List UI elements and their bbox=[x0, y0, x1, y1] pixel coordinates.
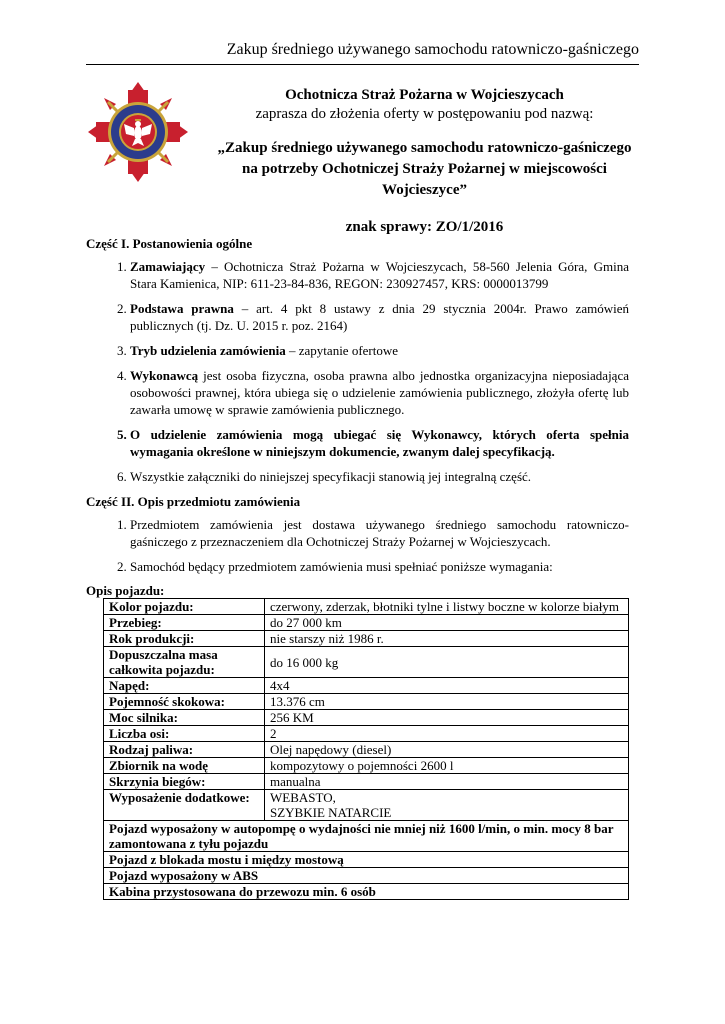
term: Wykonawcą bbox=[130, 368, 199, 383]
spec-label: Rok produkcji: bbox=[104, 631, 265, 647]
spec-label: Pojemność skokowa: bbox=[104, 694, 265, 710]
spec-label: Napęd: bbox=[104, 678, 265, 694]
spec-value: kompozytowy o pojemności 2600 l bbox=[265, 758, 629, 774]
table-row bbox=[104, 694, 629, 710]
list-item bbox=[130, 367, 629, 418]
list-item bbox=[130, 342, 629, 359]
spec-label: Dopuszczalna masa całkowita pojazdu: bbox=[104, 647, 265, 678]
term-description: jest osoba fizyczna, osoba prawna albo jednostka organizacyjna nieposiadająca osobowości prawnej, która ubiega się o udzielenie zamówienia publicznego, złożyła ofertę lub zawarła umowę w sprawie zamówienia publicznego. bbox=[130, 368, 629, 417]
list-item: 2. Samochód będący przedmiotem zamówienia musi spełniać poniższe wymagania: bbox=[130, 558, 629, 575]
spec-value: 4x4 bbox=[265, 678, 629, 694]
table-row bbox=[104, 647, 629, 678]
term-description: – art. 4 pkt 8 ustawy z dnia 29 stycznia 2004r. Prawo zamówień publicznych (tj. Dz. U. 2015 r. poz. 2164) bbox=[130, 301, 629, 333]
spec-value: manualna bbox=[265, 774, 629, 790]
term-description: – zapytanie ofertowe bbox=[285, 343, 399, 358]
table-row bbox=[104, 726, 629, 742]
table-row bbox=[104, 868, 629, 884]
term: Podstawa prawna bbox=[130, 301, 234, 316]
spec-label: Rodzaj paliwa: bbox=[104, 742, 265, 758]
eligibility-text: O udzielenie zamówienia mogą ubiegać się Wykonawcy, których oferta spełnia wymagania określone w niniejszym dokumencie, zwanym dalej specyfikacją. bbox=[130, 427, 629, 459]
requirement-cell: Pojazd z blokada mostu i między mostową bbox=[104, 852, 629, 868]
spec-label: Wyposażenie dodatkowe: bbox=[104, 790, 265, 821]
spec-value: do 16 000 kg bbox=[265, 647, 629, 678]
term-description: – Ochotnicza Straż Pożarna w Wojcieszycach, 58-560 Jelenia Góra, Gmina Stara Kamienica, NIP: 611-23-84-836, REGON: 230927457, KRS: 0000013799 bbox=[130, 259, 629, 291]
term: Tryb udzielenia zamówienia bbox=[130, 343, 286, 358]
requirement-cell: Pojazd wyposażony w ABS bbox=[104, 868, 629, 884]
title-block bbox=[210, 86, 639, 237]
spec-value: nie starszy niż 1986 r. bbox=[265, 631, 629, 647]
table-row bbox=[104, 790, 629, 821]
list-item bbox=[130, 258, 629, 292]
table-row bbox=[104, 852, 629, 868]
equipment-line: WEBASTO, bbox=[270, 790, 336, 805]
section-2-list bbox=[86, 516, 629, 575]
organization-name: Ochotnicza Straż Pożarna w Wojcieszycach bbox=[285, 87, 564, 103]
list-item bbox=[130, 468, 629, 485]
spec-value: do 27 000 km bbox=[265, 615, 629, 631]
table-row bbox=[104, 710, 629, 726]
header-rule bbox=[86, 64, 639, 65]
table-row bbox=[104, 758, 629, 774]
equipment-line: SZYBKIE NATARCIE bbox=[270, 805, 392, 820]
table-row bbox=[104, 678, 629, 694]
spec-value: czerwony, zderzak, błotniki tylne i listwy boczne w kolorze białym bbox=[265, 599, 629, 615]
list-item bbox=[130, 300, 629, 334]
document-body bbox=[86, 235, 629, 900]
list-item: 1. Przedmiotem zamówienia jest dostawa używanego średniego samochodu ratowniczo-gaśniczego z przeznaczeniem dla Ochotniczej Straży Pożarnej w Wojcieszycach. bbox=[130, 516, 629, 550]
spec-label: Kolor pojazdu: bbox=[104, 599, 265, 615]
spec-label: Zbiornik na wodę bbox=[104, 758, 265, 774]
spec-label: Moc silnika: bbox=[104, 710, 265, 726]
table-row bbox=[104, 615, 629, 631]
spec-value: Olej napędowy (diesel) bbox=[265, 742, 629, 758]
spec-label: Skrzynia biegów: bbox=[104, 774, 265, 790]
section-2-title: Część II. Opis przedmiotu zamówienia bbox=[86, 494, 301, 509]
procurement-subject: „Zakup średniego używanego samochodu ratowniczo-gaśniczego na potrzeby Ochotniczej Straży Pożarnej w miejscowości Wojcieszyce” bbox=[217, 140, 632, 198]
case-number: znak sprawy: ZO/1/2016 bbox=[345, 219, 504, 235]
invitation-line: zaprasza do złożenia oferty w postępowaniu pod nazwą: bbox=[255, 106, 594, 122]
table-row bbox=[104, 774, 629, 790]
attachments-text: Wszystkie załączniki do niniejszej specyfikacji stanowią jej integralną część. bbox=[130, 469, 532, 484]
section-1-list bbox=[86, 258, 629, 485]
requirement-cell: Pojazd wyposażony w autopompę o wydajności nie mniej niż 1600 l/min, o min. mocy 8 bar zamontowana z tyłu pojazdu bbox=[104, 821, 629, 852]
spec-value: 2 bbox=[265, 726, 629, 742]
vehicle-table-label: Opis pojazdu: bbox=[86, 583, 165, 598]
table-row bbox=[104, 599, 629, 615]
table-row bbox=[104, 884, 629, 900]
spec-label: Przebieg: bbox=[104, 615, 265, 631]
running-header: Zakup średniego używanego samochodu ratowniczo-gaśniczego bbox=[226, 41, 639, 58]
table-row bbox=[104, 821, 629, 852]
spec-label: Liczba osi: bbox=[104, 726, 265, 742]
requirement-cell: Kabina przystosowana do przewozu min. 6 osób bbox=[104, 884, 629, 900]
list-item bbox=[130, 426, 629, 460]
spec-value bbox=[265, 790, 629, 821]
term: Zamawiający bbox=[130, 259, 206, 274]
table-row bbox=[104, 631, 629, 647]
fire-brigade-emblem-icon bbox=[86, 80, 190, 184]
spec-value: 256 KM bbox=[265, 710, 629, 726]
table-row bbox=[104, 742, 629, 758]
vehicle-spec-table bbox=[103, 598, 629, 900]
spec-value: 13.376 cm bbox=[265, 694, 629, 710]
section-1-title: Część I. Postanowienia ogólne bbox=[86, 236, 253, 251]
